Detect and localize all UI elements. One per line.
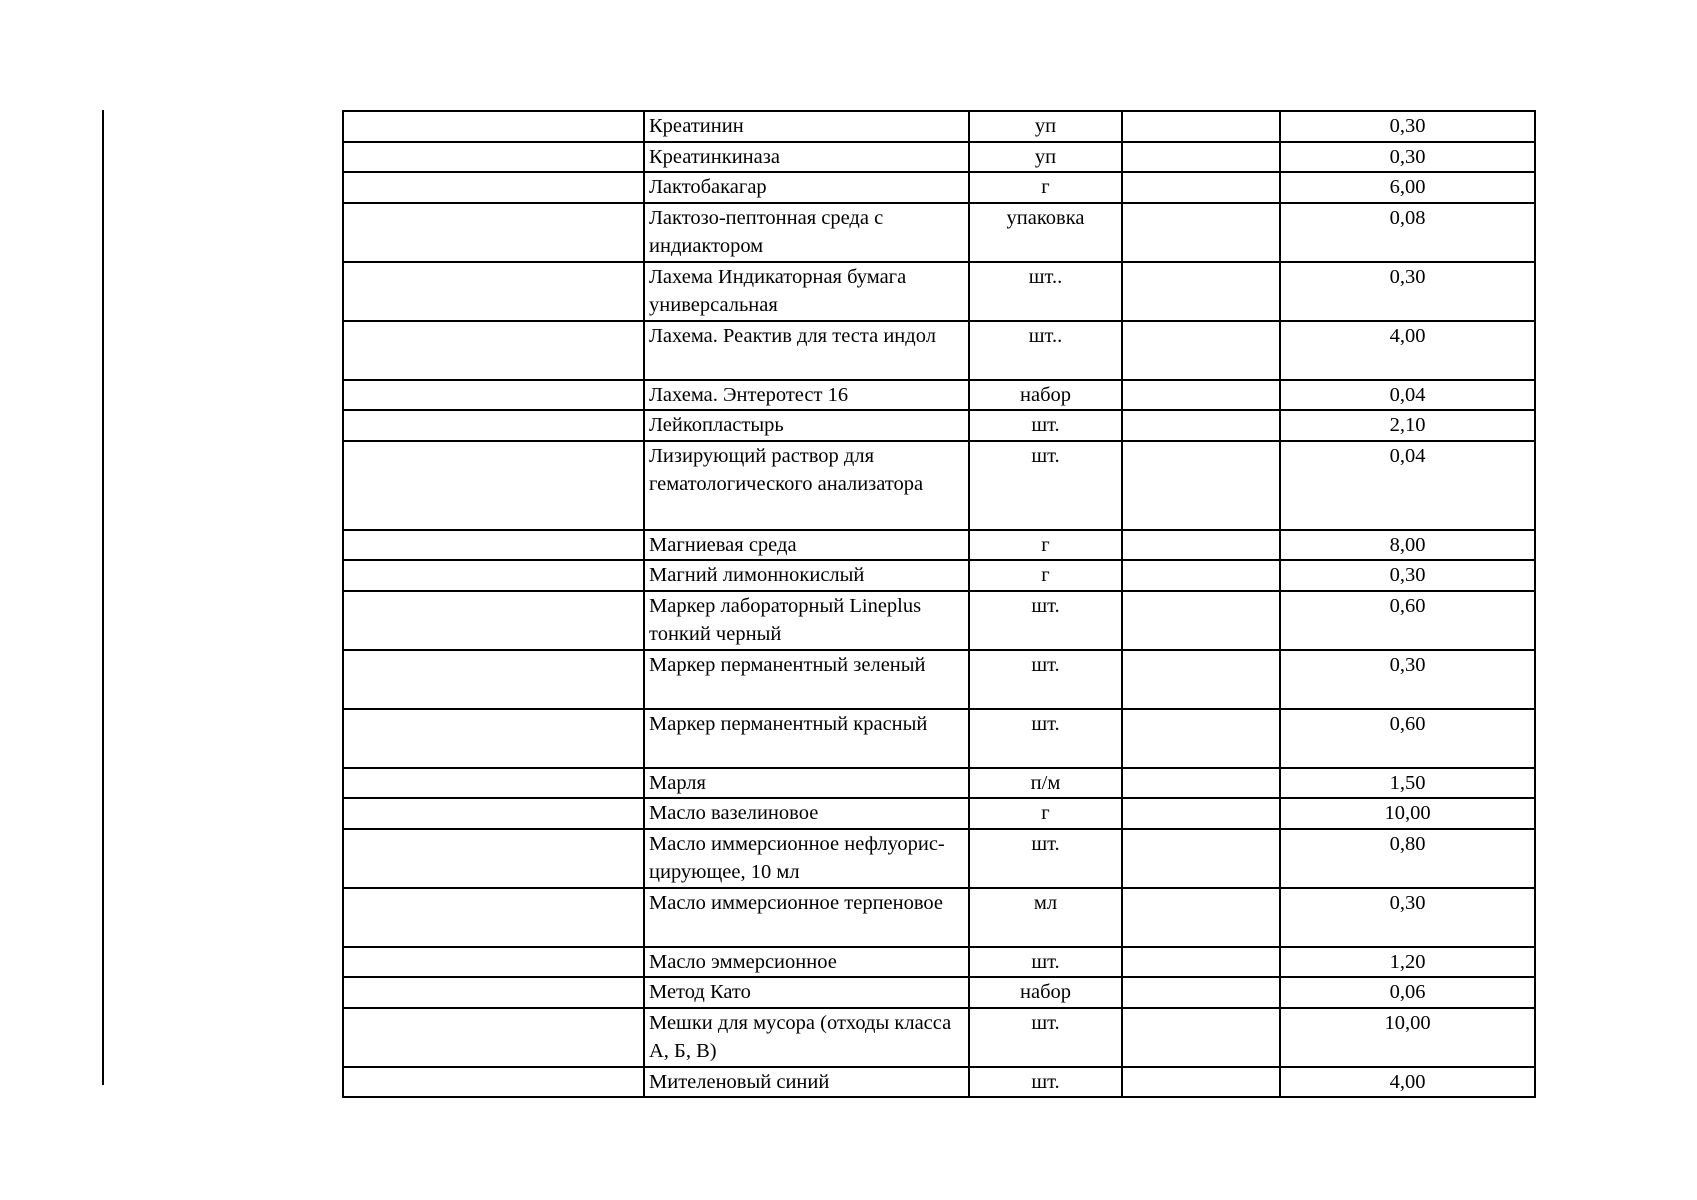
empty-cell xyxy=(1122,977,1280,1008)
code-cell xyxy=(343,591,644,650)
empty-cell xyxy=(1122,380,1280,411)
item-name-cell: Магниевая среда xyxy=(644,530,969,561)
table-row xyxy=(343,203,1535,262)
item-name-cell: Лактозо-пептонная среда с индиактором xyxy=(644,203,969,262)
quantity-cell: 0,30 xyxy=(1280,650,1535,709)
quantity-cell: 2,10 xyxy=(1280,410,1535,441)
quantity-cell: 1,50 xyxy=(1280,768,1535,799)
code-cell xyxy=(343,172,644,203)
unit-cell: шт. xyxy=(969,591,1122,650)
code-cell xyxy=(343,798,644,829)
table-row xyxy=(343,1008,1535,1067)
unit-cell: г xyxy=(969,172,1122,203)
item-name-cell: Масло иммерсионное нефлуорис-цирующее, 10 мл xyxy=(644,829,969,888)
table-row xyxy=(343,947,1535,978)
table-row xyxy=(343,1067,1535,1098)
empty-cell xyxy=(1122,321,1280,380)
item-name-cell: Лахема Индикаторная бумага универсальная xyxy=(644,262,969,321)
empty-cell xyxy=(1122,591,1280,650)
item-name-cell: Лейкопластырь xyxy=(644,410,969,441)
item-name-cell: Магний лимоннокислый xyxy=(644,560,969,591)
table-row xyxy=(343,798,1535,829)
table-row xyxy=(343,709,1535,768)
code-cell xyxy=(343,321,644,380)
table-row xyxy=(343,560,1535,591)
item-name-cell: Масло вазелиновое xyxy=(644,798,969,829)
unit-cell: г xyxy=(969,560,1122,591)
unit-cell: шт. xyxy=(969,650,1122,709)
code-cell xyxy=(343,650,644,709)
item-name-cell: Креатинин xyxy=(644,111,969,142)
table-row xyxy=(343,650,1535,709)
empty-cell xyxy=(1122,768,1280,799)
table-row xyxy=(343,142,1535,173)
empty-cell xyxy=(1122,888,1280,947)
code-cell xyxy=(343,203,644,262)
unit-cell: шт.. xyxy=(969,321,1122,380)
materials-table-body xyxy=(343,111,1535,1097)
item-name-cell: Маркер перманентный красный xyxy=(644,709,969,768)
item-name-cell: Масло иммерсионное терпеновое xyxy=(644,888,969,947)
quantity-cell: 0,80 xyxy=(1280,829,1535,888)
quantity-cell: 4,00 xyxy=(1280,1067,1535,1098)
quantity-cell: 0,30 xyxy=(1280,888,1535,947)
item-name-cell: Мешки для мусора (отходы класса А, Б, В) xyxy=(644,1008,969,1067)
table-row xyxy=(343,410,1535,441)
item-name-cell: Марля xyxy=(644,768,969,799)
code-cell xyxy=(343,947,644,978)
empty-cell xyxy=(1122,829,1280,888)
code-cell xyxy=(343,888,644,947)
quantity-cell: 8,00 xyxy=(1280,530,1535,561)
unit-cell: уп xyxy=(969,142,1122,173)
code-cell xyxy=(343,1067,644,1098)
quantity-cell: 0,08 xyxy=(1280,203,1535,262)
code-cell xyxy=(343,977,644,1008)
table-row xyxy=(343,111,1535,142)
unit-cell: шт. xyxy=(969,441,1122,530)
item-name-cell: Лизирующий раствор для гематологического анализатора xyxy=(644,441,969,530)
unit-cell: уп xyxy=(969,111,1122,142)
empty-cell xyxy=(1122,530,1280,561)
unit-cell: шт. xyxy=(969,1008,1122,1067)
empty-cell xyxy=(1122,111,1280,142)
item-name-cell: Креатинкиназа xyxy=(644,142,969,173)
empty-cell xyxy=(1122,410,1280,441)
unit-cell: г xyxy=(969,530,1122,561)
table-row xyxy=(343,829,1535,888)
quantity-cell: 10,00 xyxy=(1280,1008,1535,1067)
empty-cell xyxy=(1122,1067,1280,1098)
unit-cell: шт. xyxy=(969,947,1122,978)
code-cell xyxy=(343,709,644,768)
code-cell xyxy=(343,768,644,799)
code-cell xyxy=(343,530,644,561)
unit-cell: шт. xyxy=(969,709,1122,768)
table-row xyxy=(343,262,1535,321)
item-name-cell: Метод Като xyxy=(644,977,969,1008)
empty-cell xyxy=(1122,262,1280,321)
empty-cell xyxy=(1122,142,1280,173)
quantity-cell: 10,00 xyxy=(1280,798,1535,829)
unit-cell: набор xyxy=(969,380,1122,411)
quantity-cell: 0,60 xyxy=(1280,591,1535,650)
empty-cell xyxy=(1122,172,1280,203)
materials-table xyxy=(342,110,1536,1098)
code-cell xyxy=(343,1008,644,1067)
code-cell xyxy=(343,441,644,530)
table-row xyxy=(343,530,1535,561)
unit-cell: шт.. xyxy=(969,262,1122,321)
table-row xyxy=(343,380,1535,411)
code-cell xyxy=(343,262,644,321)
quantity-cell: 0,30 xyxy=(1280,560,1535,591)
item-name-cell: Мителеновый синий xyxy=(644,1067,969,1098)
item-name-cell: Лахема. Энтеротест 16 xyxy=(644,380,969,411)
table-row xyxy=(343,768,1535,799)
table-row xyxy=(343,172,1535,203)
quantity-cell: 0,06 xyxy=(1280,977,1535,1008)
code-cell xyxy=(343,829,644,888)
quantity-cell: 4,00 xyxy=(1280,321,1535,380)
code-cell xyxy=(343,560,644,591)
code-cell xyxy=(343,410,644,441)
left-margin-line xyxy=(102,110,104,1085)
empty-cell xyxy=(1122,709,1280,768)
item-name-cell: Лахема. Реактив для теста индол xyxy=(644,321,969,380)
quantity-cell: 1,20 xyxy=(1280,947,1535,978)
unit-cell: мл xyxy=(969,888,1122,947)
item-name-cell: Маркер перманентный зеленый xyxy=(644,650,969,709)
quantity-cell: 6,00 xyxy=(1280,172,1535,203)
unit-cell: г xyxy=(969,798,1122,829)
code-cell xyxy=(343,111,644,142)
quantity-cell: 0,30 xyxy=(1280,111,1535,142)
quantity-cell: 0,04 xyxy=(1280,441,1535,530)
table-row xyxy=(343,441,1535,530)
empty-cell xyxy=(1122,947,1280,978)
empty-cell xyxy=(1122,441,1280,530)
table-row xyxy=(343,321,1535,380)
table-row xyxy=(343,591,1535,650)
quantity-cell: 0,04 xyxy=(1280,380,1535,411)
quantity-cell: 0,60 xyxy=(1280,709,1535,768)
table-row xyxy=(343,888,1535,947)
empty-cell xyxy=(1122,650,1280,709)
unit-cell: п/м xyxy=(969,768,1122,799)
unit-cell: упаковка xyxy=(969,203,1122,262)
empty-cell xyxy=(1122,1008,1280,1067)
unit-cell: шт. xyxy=(969,410,1122,441)
empty-cell xyxy=(1122,560,1280,591)
item-name-cell: Маркер лабораторный Lineplus тонкий черный xyxy=(644,591,969,650)
empty-cell xyxy=(1122,203,1280,262)
unit-cell: шт. xyxy=(969,1067,1122,1098)
unit-cell: набор xyxy=(969,977,1122,1008)
quantity-cell: 0,30 xyxy=(1280,142,1535,173)
empty-cell xyxy=(1122,798,1280,829)
unit-cell: шт. xyxy=(969,829,1122,888)
quantity-cell: 0,30 xyxy=(1280,262,1535,321)
table-row xyxy=(343,977,1535,1008)
item-name-cell: Масло эммерсионное xyxy=(644,947,969,978)
code-cell xyxy=(343,380,644,411)
item-name-cell: Лактобакагар xyxy=(644,172,969,203)
code-cell xyxy=(343,142,644,173)
